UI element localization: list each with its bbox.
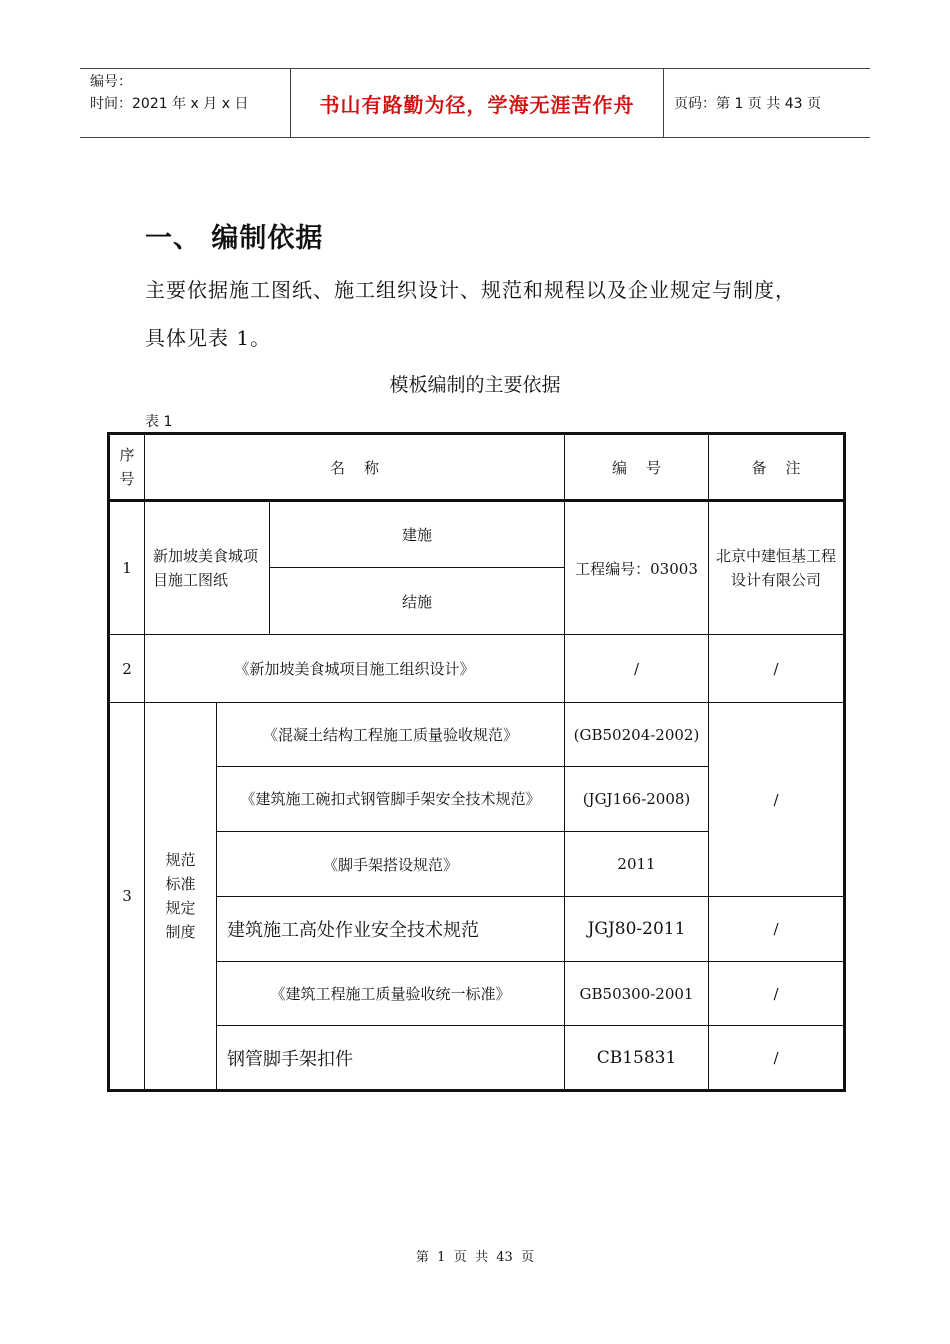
section-paragraph: 主要依据施工图纸、施工组织设计、规范和规程以及企业规定与制度，具体见表 1。	[145, 278, 796, 350]
row3-item-note: /	[709, 1026, 845, 1091]
time-label: 时间：2021 年 x 月 x 日	[90, 96, 249, 112]
row3-merged-note: /	[709, 703, 845, 897]
section-heading: 一、 编制依据	[145, 223, 324, 254]
row1-sub2: 结施	[270, 568, 565, 635]
row1-seq: 1	[109, 501, 145, 635]
row2-name: 《新加坡美食城项目施工组织设计》	[145, 635, 565, 703]
header-meta	[80, 69, 291, 137]
row3-item-code: (JGJ166-2008)	[565, 767, 709, 832]
table-row	[109, 703, 845, 767]
row1-note: 北京中建恒基工程设计有限公司	[709, 501, 845, 635]
number-label: 编号：	[90, 74, 132, 90]
row3-group: 规范标准规定制度	[145, 703, 217, 1091]
row3-item-name: 《建筑工程施工质量验收统一标准》	[217, 962, 565, 1026]
page-footer: 第 1 页 共 43 页	[415, 1250, 535, 1265]
row3-item-name: 钢管脚手架扣件	[217, 1026, 565, 1091]
table-row	[109, 897, 845, 962]
row1-code: 工程编号：03003	[565, 501, 709, 635]
row3-item-code: GB50300-2001	[565, 962, 709, 1026]
row3-item-code: CB15831	[565, 1026, 709, 1091]
row3-item-name: 建筑施工高处作业安全技术规范	[217, 897, 565, 962]
row1-group: 新加坡美食城项目施工图纸	[145, 501, 270, 635]
row3-item-code: JGJ80-2011	[565, 897, 709, 962]
table-label: 表 1	[145, 414, 173, 430]
header-page-info: 页码：第 1 页 共 43 页	[674, 96, 821, 112]
table-row	[109, 1026, 845, 1091]
header-name: 名 称	[145, 434, 565, 501]
row3-item-name: 《脚手架搭设规范》	[217, 832, 565, 897]
header-motto: 书山有路勤为径，学海无涯苦作舟	[291, 69, 664, 137]
row1-sub1: 建施	[270, 501, 565, 568]
row3-seq: 3	[109, 703, 145, 1091]
row3-item-name: 《混凝土结构工程施工质量验收规范》	[217, 703, 565, 767]
table-header-row	[109, 434, 845, 501]
row3-item-note: /	[709, 962, 845, 1026]
table-row	[109, 635, 845, 703]
table-row	[109, 501, 845, 568]
table-caption: 模板编制的主要依据	[389, 374, 561, 396]
row3-item-name: 《建筑施工碗扣式钢管脚手架安全技术规范》	[217, 767, 565, 832]
row2-code: /	[565, 635, 709, 703]
basis-table	[107, 432, 846, 1092]
row3-item-code: (GB50204-2002)	[565, 703, 709, 767]
row2-note: /	[709, 635, 845, 703]
header-seq: 序号	[109, 434, 145, 501]
row2-seq: 2	[109, 635, 145, 703]
document-header	[80, 68, 870, 138]
header-code: 编 号	[565, 434, 709, 501]
row3-item-note: /	[709, 897, 845, 962]
row3-item-code: 2011	[565, 832, 709, 897]
header-note: 备 注	[709, 434, 845, 501]
table-row	[109, 962, 845, 1026]
